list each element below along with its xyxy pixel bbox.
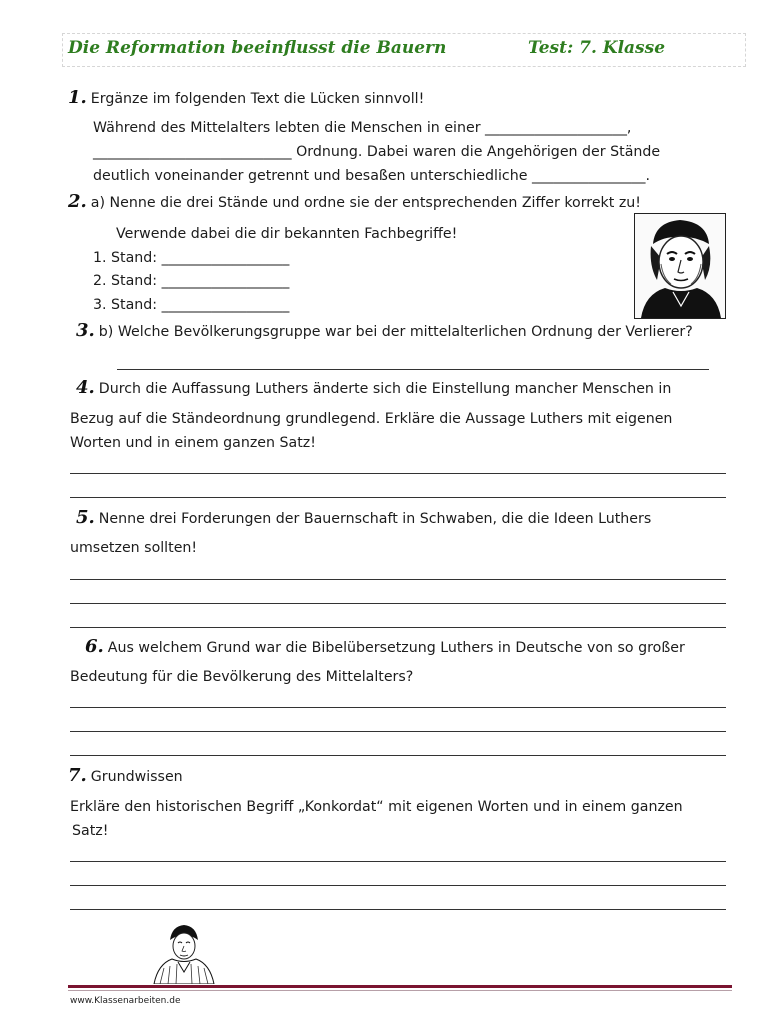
answer-line[interactable] bbox=[70, 473, 726, 474]
question-text: b) Welche Bevölkerungsgruppe war bei der mittelalterlichen Ordnung der Verlierer? bbox=[98, 324, 693, 340]
question-text-line: Worten und in einem ganzen Satz! bbox=[70, 435, 316, 451]
question-number: 2. bbox=[68, 191, 87, 212]
question-2 bbox=[68, 192, 641, 213]
answer-line[interactable] bbox=[70, 861, 726, 862]
question-text-line: ____________________________ Ordnung. Dabei waren die Angehörigen der Stände bbox=[93, 144, 661, 160]
question-number: 7. bbox=[68, 765, 87, 786]
question-5 bbox=[76, 508, 651, 529]
test-label: Test: 7. Klasse bbox=[528, 38, 666, 58]
question-6 bbox=[85, 637, 685, 658]
question-text-line: Während des Mittelalters lebten die Menschen in einer ____________________, bbox=[93, 120, 632, 136]
question-text-line: Bezug auf die Ständeordnung grundlegend. Erkläre die Aussage Luthers mit eigenen bbox=[70, 411, 673, 427]
answer-line[interactable] bbox=[70, 627, 726, 628]
answer-line[interactable] bbox=[70, 755, 726, 756]
answer-line[interactable] bbox=[117, 369, 709, 370]
footer-bar bbox=[68, 985, 732, 988]
question-text-line: Bedeutung für die Bevölkerung des Mittelalters? bbox=[70, 669, 414, 685]
question-text-line: Erkläre den historischen Begriff „Konkordat“ mit eigenen Worten und in einem ganzen bbox=[70, 799, 683, 815]
question-text-line: umsetzen sollten! bbox=[70, 540, 198, 556]
stand-1-line: 1. Stand: __________________ bbox=[93, 250, 290, 266]
question-4 bbox=[76, 378, 671, 399]
question-number: 4. bbox=[76, 377, 95, 398]
question-7 bbox=[68, 766, 183, 787]
question-text: Ergänze im folgenden Text die Lücken sinnvoll! bbox=[90, 91, 425, 107]
martin-luther-portrait-icon bbox=[634, 213, 726, 319]
answer-line[interactable] bbox=[70, 885, 726, 886]
answer-line[interactable] bbox=[70, 909, 726, 910]
question-number: 1. bbox=[68, 87, 87, 108]
question-number: 6. bbox=[85, 636, 104, 657]
answer-line[interactable] bbox=[70, 579, 726, 580]
answer-line[interactable] bbox=[70, 497, 726, 498]
question-text-line: Verwende dabei die dir bekannten Fachbegriffe! bbox=[116, 226, 458, 242]
question-1 bbox=[68, 88, 424, 109]
footer-bar-thin bbox=[68, 990, 732, 991]
footer-website: www.Klassenarbeiten.de bbox=[70, 996, 181, 1006]
answer-line[interactable] bbox=[70, 707, 726, 708]
answer-line[interactable] bbox=[70, 731, 726, 732]
section-heading: Grundwissen bbox=[90, 769, 183, 785]
stand-2-line: 2. Stand: __________________ bbox=[93, 273, 290, 289]
stand-3-line: 3. Stand: __________________ bbox=[93, 297, 290, 313]
question-text: Nenne drei Forderungen der Bauernschaft in Schwaben, die die Ideen Luthers bbox=[98, 511, 652, 527]
question-3 bbox=[76, 321, 693, 342]
answer-line[interactable] bbox=[70, 603, 726, 604]
question-text: Aus welchem Grund war die Bibelübersetzung Luthers in Deutsche von so großer bbox=[107, 640, 685, 656]
question-text-line: Satz! bbox=[72, 823, 109, 839]
question-text: a) Nenne die drei Stände und ordne sie der entsprechenden Ziffer korrekt zu! bbox=[90, 195, 641, 211]
martin-luther-engraving-icon bbox=[150, 922, 218, 984]
question-number: 5. bbox=[76, 507, 95, 528]
question-text-line: deutlich voneinander getrennt und besaßen unterschiedliche ________________. bbox=[93, 168, 650, 184]
question-number: 3. bbox=[76, 320, 95, 341]
worksheet-title: Die Reformation beeinflusst die Bauern bbox=[68, 38, 447, 58]
question-text: Durch die Auffassung Luthers änderte sich die Einstellung mancher Menschen in bbox=[98, 381, 672, 397]
